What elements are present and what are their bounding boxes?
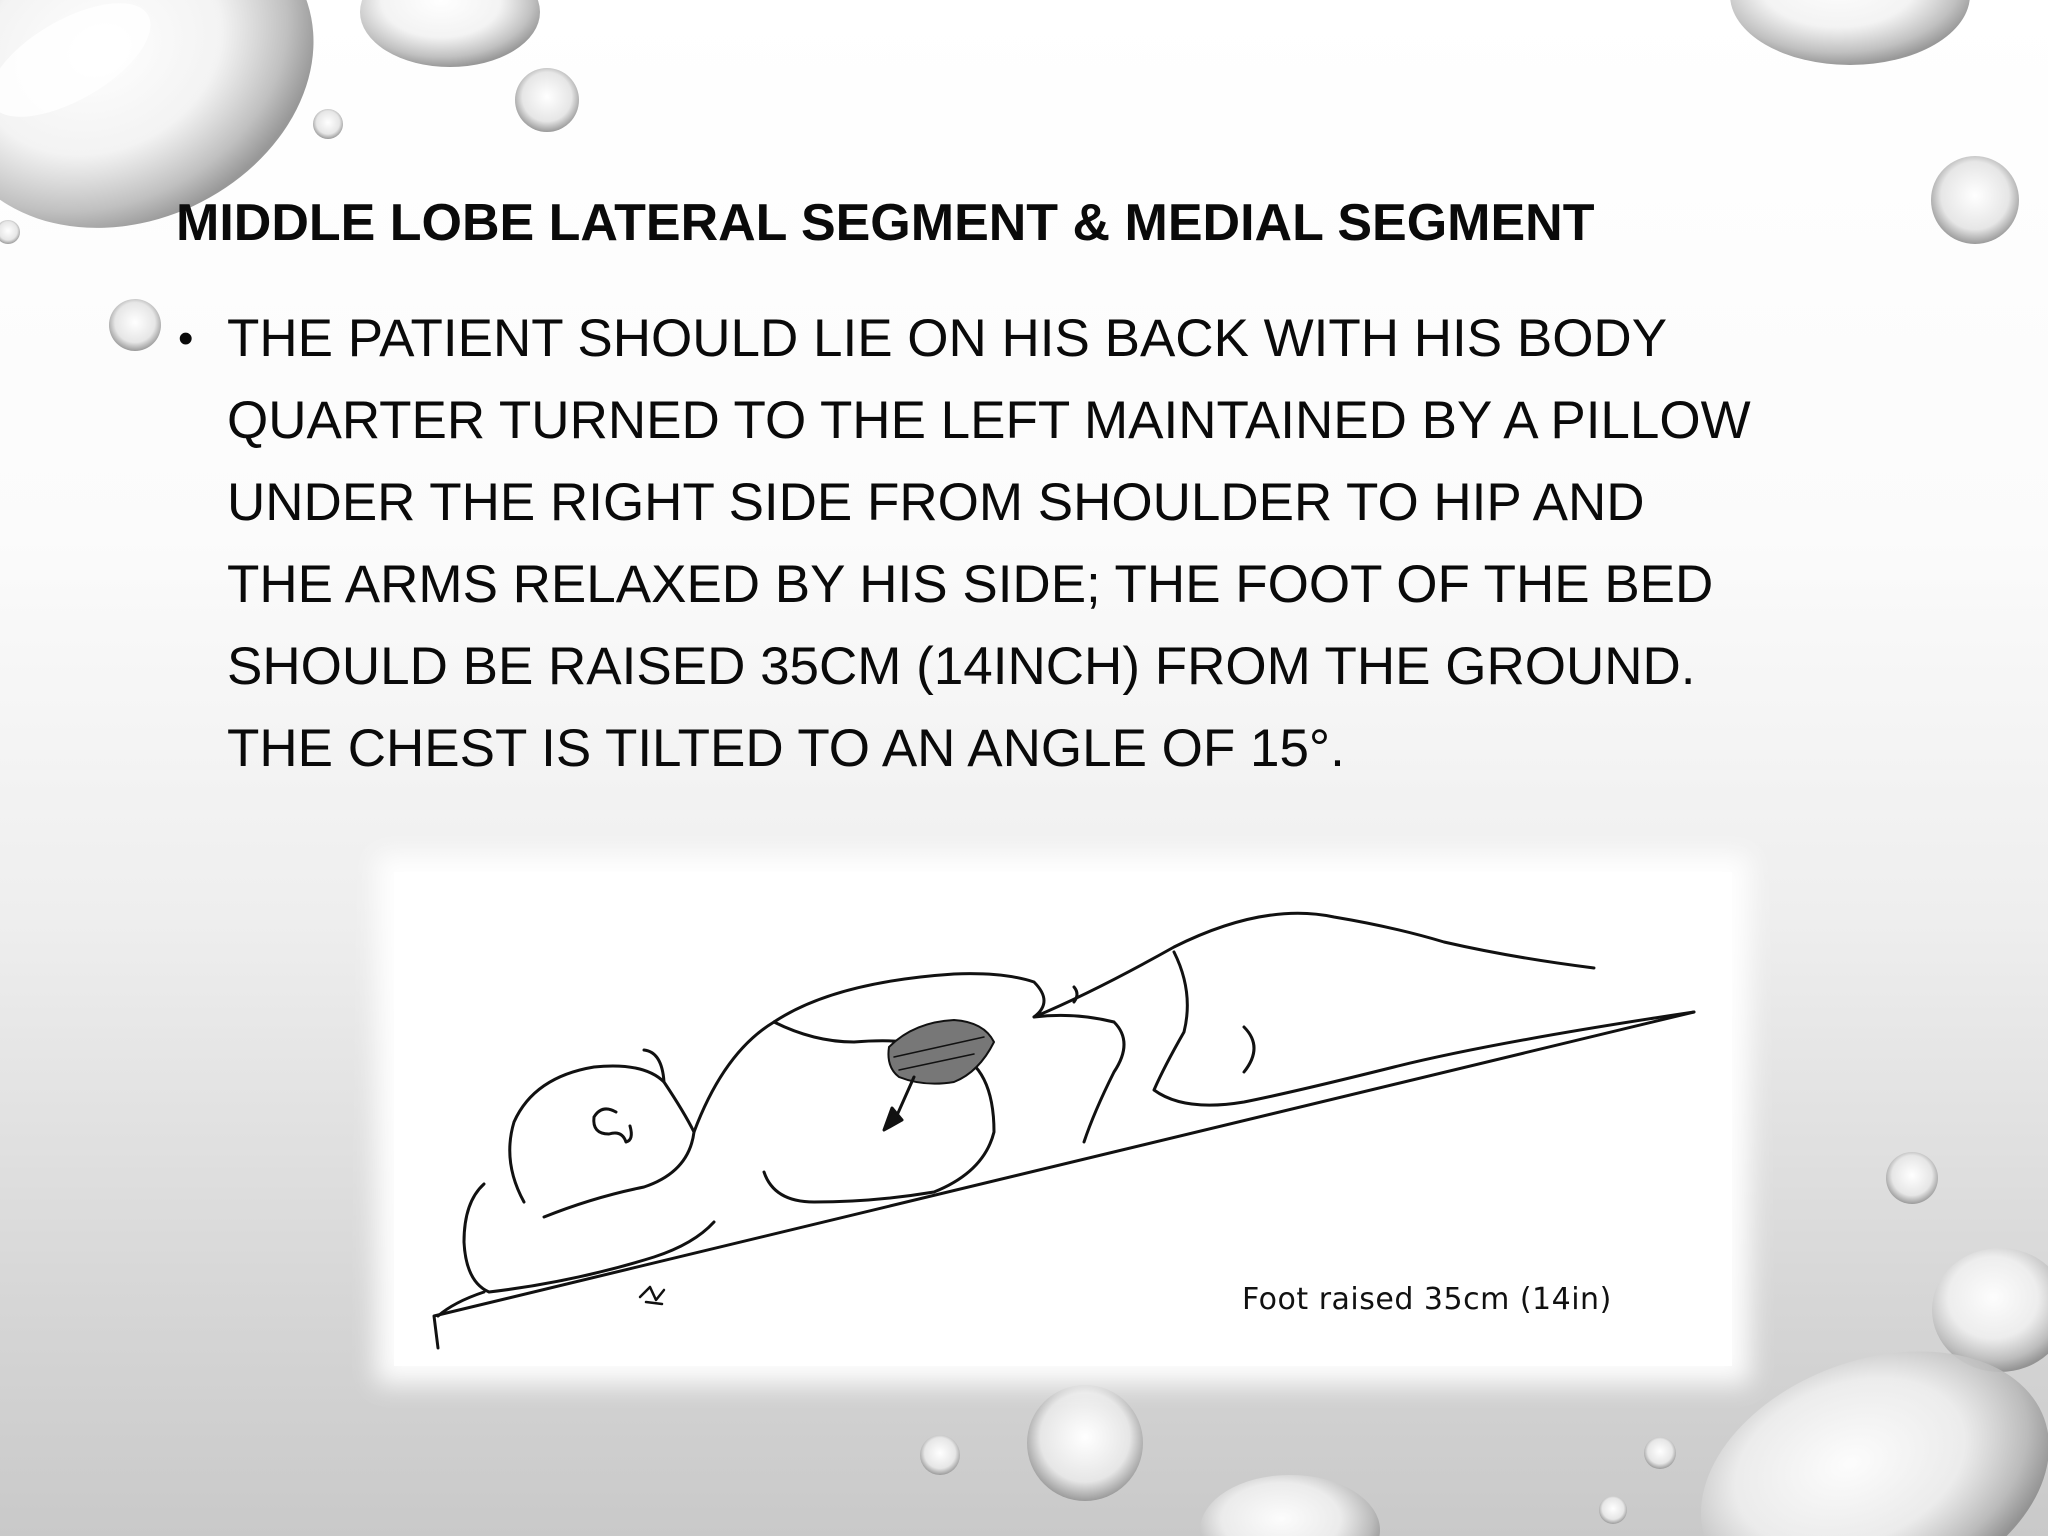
patient-position-illustration [394,872,1732,1366]
bullet-line: UNDER THE RIGHT SIDE FROM SHOULDER TO HIP AND [227,473,1645,532]
droplet-bottom-center [1027,1385,1143,1501]
patient-knee [1244,1027,1254,1072]
droplet-tiny-top [313,109,343,139]
droplet-bottom-right [1932,1248,2048,1372]
patient-hip-line [1034,1015,1124,1142]
lung-segment [888,1020,994,1084]
droplet-bottom-tiny-2 [1599,1496,1627,1524]
droplet-small-top [515,68,579,132]
patient-body-contour [694,913,1594,1132]
droplet-left-edge [0,220,20,244]
droplet-top-right [1730,0,1970,65]
droplet-right-mid [1931,156,2019,244]
droplet-bottom-tiny [1644,1437,1676,1469]
bullet-line: SHOULD BE RAISED 35CM (14INCH) FROM THE GROUND. [227,637,1696,696]
bullet-line: THE ARMS RELAXED BY HIS SIDE; THE FOOT OF THE BED [227,555,1714,614]
bullet-line: THE PATIENT SHOULD LIE ON HIS BACK WITH HIS BODY [227,309,1668,368]
bullet-line: QUARTER TURNED TO THE LEFT MAINTAINED BY A PILLOW [227,391,1751,450]
bullet-line: THE CHEST IS TILTED TO AN ANGLE OF 15°. [227,719,1345,778]
bullet-text [227,298,1887,790]
patient-leg [1154,952,1694,1105]
droplet-bottom-small [920,1435,960,1475]
droplet-top-left-2 [360,0,540,67]
figure-caption: Foot raised 35cm (14in) [1242,1282,1612,1317]
patient-head [510,1066,694,1217]
droplet-bottom-edge [1200,1475,1380,1536]
bullet-marker: • [178,314,194,363]
artist-mark [640,1287,664,1304]
slide-title: MIDDLE LOBE LATERAL SEGMENT & MEDIAL SEGMENT [176,194,1595,252]
droplet-bottom-right-small [1886,1152,1938,1204]
bed-surface-lower [438,1292,484,1316]
patient-face-line [644,1050,664,1082]
patient-mark [1074,987,1077,1002]
patient-ear [594,1109,632,1142]
droplet-near-bullet [109,299,161,351]
